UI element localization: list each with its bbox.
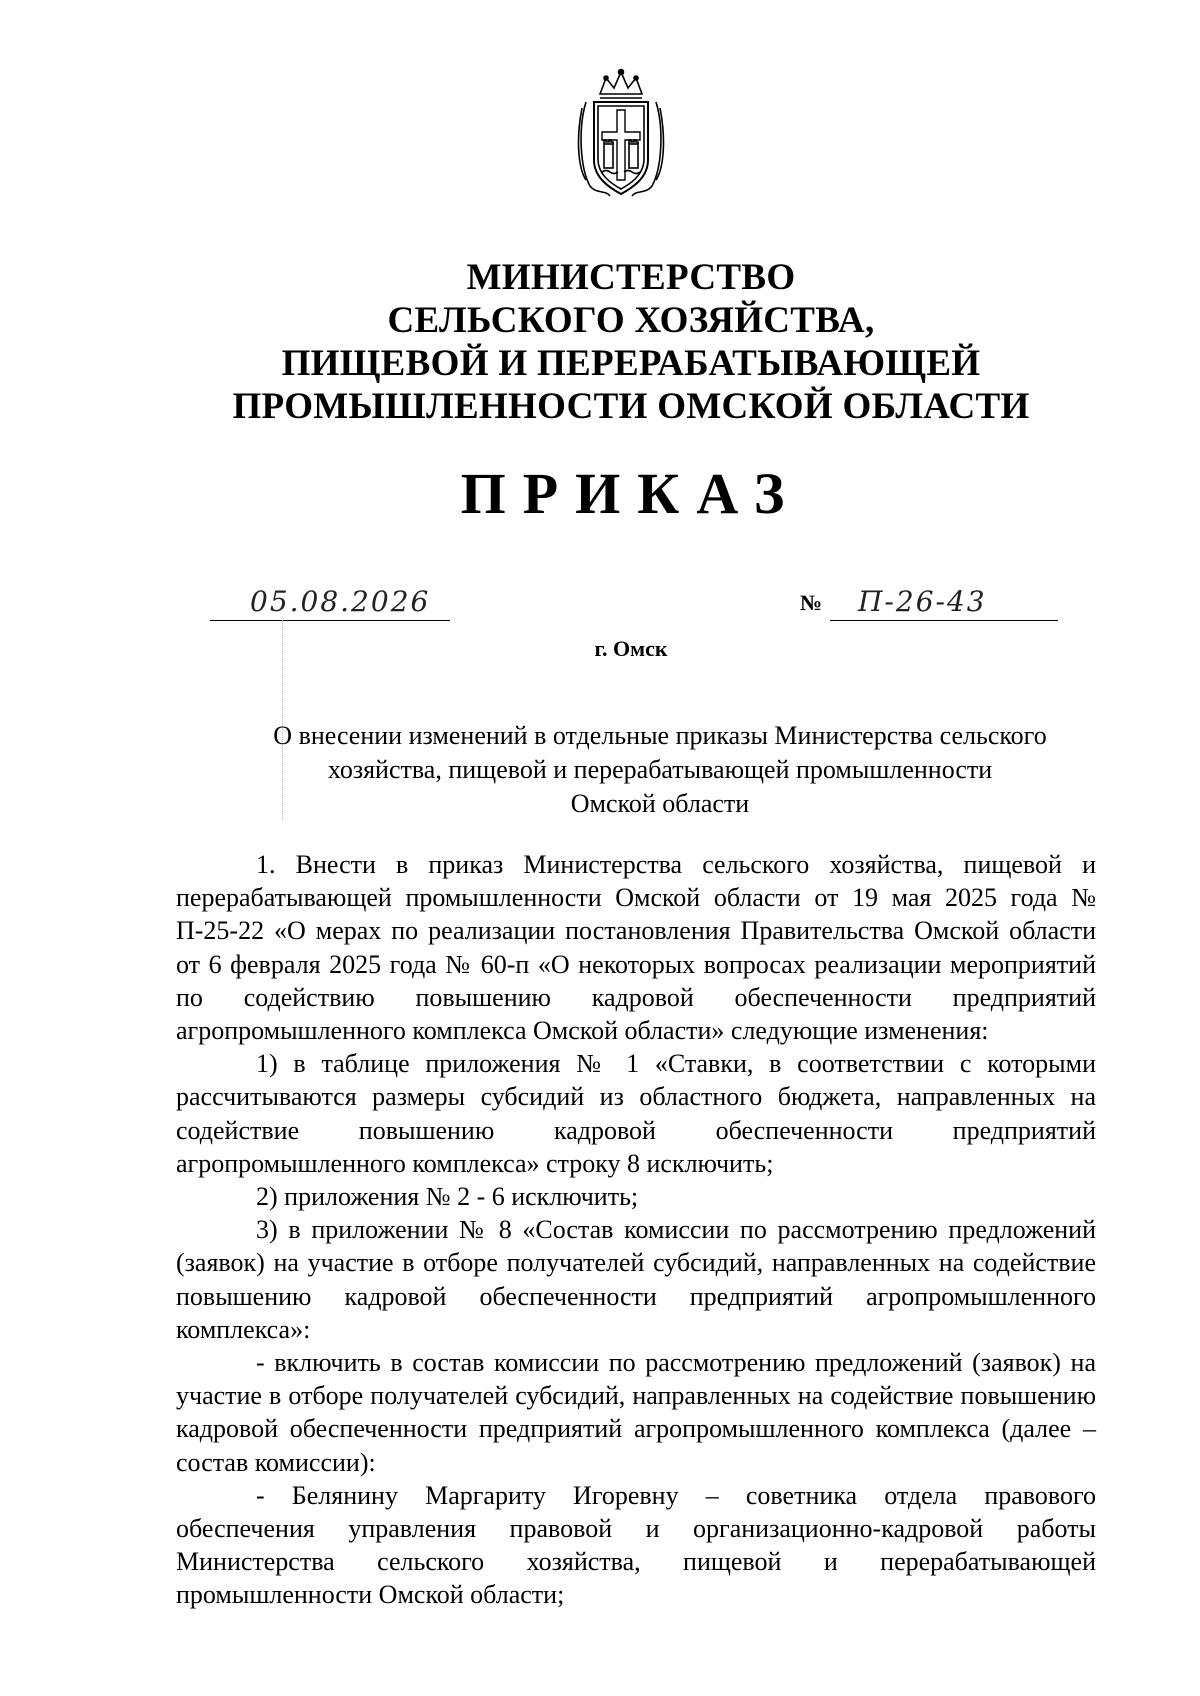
subject-line: О внесении изменений в отдельные приказы Министерства сельского — [273, 721, 1047, 750]
number-sign-label: № — [800, 590, 823, 615]
omsk-region-coat-of-arms-icon — [576, 68, 666, 203]
body-paragraph: 1) в таблице приложения № 1 «Ставки, в соответствии с которыми рассчитываются размеры субсидий из областного бюджета, направленных на содействие повышению кадровой обеспеченности предприятий агропромышленного комплекса» строку 8 исключить; — [176, 1049, 1096, 1178]
ministry-name-line: ПРОМЫШЛЕННОСТИ ОМСКОЙ ОБЛАСТИ — [232, 386, 1030, 427]
document-subject — [200, 719, 1120, 821]
ministry-name-line: МИНИСТЕРСТВО — [466, 257, 796, 298]
document-body — [176, 848, 1096, 1612]
ministry-name-line: ПИЩЕВОЙ И ПЕРЕРАБАТЫВАЮЩЕЙ — [281, 343, 981, 384]
body-paragraph: - Белянину Маргариту Игоревну – советника отдела правового обеспечения управления правовой и организационно-кадровой работы Министерства сельского хозяйства, пищевой и перерабатывающей промышленности Омской области; — [176, 1480, 1096, 1610]
body-paragraph: 1. Внести в приказ Министерства сельского хозяйства, пищевой и перерабатывающей промышленности Омской области от 19 мая 2025 года № П-25-22 «О мерах по реализации постановления Правительства Омской области от 6 февраля 2025 года № 60-п «О некоторых вопросах реализации мероприятий по содействию повышению кадровой обеспеченности предприятий агропромышленного комплекса Омской области» следующие изменения: — [176, 850, 1096, 1046]
body-paragraph: - включить в состав комиссии по рассмотрению предложений (заявок) на участие в отборе получателей субсидий, направленных на содействие повышению кадровой обеспеченности предприятий агропромышленного комплекса (далее – состав комиссии): — [176, 1348, 1096, 1477]
document-date-field — [210, 578, 450, 621]
document-number: П-26-43 — [858, 585, 987, 618]
document-city: г. Омск — [594, 636, 668, 661]
document-type-title: ПРИКАЗ — [460, 461, 802, 526]
body-paragraph: 3) в приложении № 8 «Состав комиссии по рассмотрению предложений (заявок) на участие в отборе получателей субсидий, направленных на содействие повышению кадровой обеспеченности предприятий агропромышленного комплекса»: — [176, 1215, 1096, 1344]
document-date: 05.08.2026 — [250, 585, 431, 618]
body-paragraph: 2) приложения № 2 - 6 исключить; — [256, 1182, 639, 1212]
ministry-name — [0, 256, 1200, 428]
subject-line: Омской области — [570, 789, 750, 818]
ministry-name-line: СЕЛЬСКОГО ХОЗЯЙСТВА, — [387, 300, 875, 341]
subject-line: хозяйства, пищевой и перерабатывающей промышленности — [327, 755, 993, 784]
document-number-field — [830, 578, 1058, 621]
